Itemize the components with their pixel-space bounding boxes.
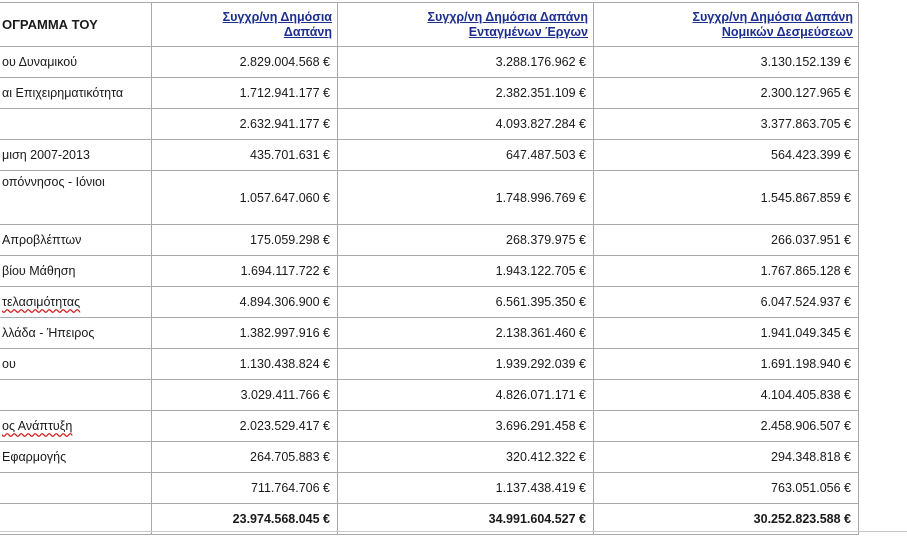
legal-commitments-value: 4.104.405.838 €: [594, 380, 859, 411]
program-name: [0, 287, 152, 318]
table-header-row: [0, 3, 859, 47]
program-name: αι Επιχειρηματικότητα: [0, 78, 152, 109]
integrated-projects-value: 1.137.438.419 €: [338, 473, 594, 504]
legal-commitments-value: 294.348.818 €: [594, 442, 859, 473]
public-spending-sort-link[interactable]: [223, 10, 332, 40]
integrated-projects-value: 1.748.996.769 €: [338, 171, 594, 225]
integrated-projects-value: 4.093.827.284 €: [338, 109, 594, 140]
public-spending-value: 2.632.941.177 €: [152, 109, 338, 140]
program-name: [0, 380, 152, 411]
table-row: [0, 225, 859, 256]
program-name: μιση 2007-2013: [0, 140, 152, 171]
program-name: λλάδα - Ήπειρος: [0, 318, 152, 349]
table-row: [0, 473, 859, 504]
public-spending-header-line2: Δαπάνη: [283, 24, 332, 39]
integrated-projects-value: 6.561.395.350 €: [338, 287, 594, 318]
divider: [0, 531, 907, 532]
public-spending-value: 1.694.117.722 €: [152, 256, 338, 287]
public-spending-header: [152, 3, 338, 47]
program-name: Απροβλέπτων: [0, 225, 152, 256]
program-column-header: ΟΓΡΑΜΜΑ ΤΟΥ: [0, 3, 152, 47]
integrated-projects-sort-link[interactable]: [427, 10, 588, 40]
table-row: [0, 318, 859, 349]
table-row: [0, 442, 859, 473]
table-row: [0, 171, 859, 225]
spending-table: [0, 2, 859, 535]
legal-commitments-value: 1.941.049.345 €: [594, 318, 859, 349]
integrated-projects-value: 3.288.176.962 €: [338, 47, 594, 78]
program-name-text: τελασιμότητας: [2, 295, 81, 309]
integrated-projects-header: [338, 3, 594, 47]
table-row: [0, 256, 859, 287]
legal-commitments-value: 1.545.867.859 €: [594, 171, 859, 225]
public-spending-value: 2.829.004.568 €: [152, 47, 338, 78]
legal-commitments-value: 564.423.399 €: [594, 140, 859, 171]
public-spending-value: 1.382.997.916 €: [152, 318, 338, 349]
legal-commitments-value: 3.377.863.705 €: [594, 109, 859, 140]
integrated-projects-value: 4.826.071.171 €: [338, 380, 594, 411]
table-row: [0, 47, 859, 78]
table-row: [0, 109, 859, 140]
legal-commitments-header: [594, 3, 859, 47]
table-row: [0, 349, 859, 380]
legal-commitments-value: 2.300.127.965 €: [594, 78, 859, 109]
legal-commitments-value: 763.051.056 €: [594, 473, 859, 504]
program-name: οπόννησος - Ιόνιοι: [0, 171, 152, 225]
program-name: Εφαρμογής: [0, 442, 152, 473]
integrated-projects-value: 1.943.122.705 €: [338, 256, 594, 287]
program-name: [0, 109, 152, 140]
table-row: [0, 287, 859, 318]
integrated-projects-value: 2.382.351.109 €: [338, 78, 594, 109]
public-spending-value: 1.130.438.824 €: [152, 349, 338, 380]
public-spending-value: 1.712.941.177 €: [152, 78, 338, 109]
legal-commitments-header-line2: Νομικών Δεσμεύσεων: [721, 24, 853, 39]
integrated-projects-value: 3.696.291.458 €: [338, 411, 594, 442]
integrated-projects-value: 647.487.503 €: [338, 140, 594, 171]
total-public-spending: 23.974.568.045 €: [152, 504, 338, 535]
legal-commitments-value: 2.458.906.507 €: [594, 411, 859, 442]
integrated-projects-value: 268.379.975 €: [338, 225, 594, 256]
public-spending-value: 264.705.883 €: [152, 442, 338, 473]
total-legal-commitments: 30.252.823.588 €: [594, 504, 859, 535]
public-spending-value: 435.701.631 €: [152, 140, 338, 171]
integrated-projects-value: 2.138.361.460 €: [338, 318, 594, 349]
legal-commitments-value: 1.691.198.940 €: [594, 349, 859, 380]
program-name: [0, 411, 152, 442]
program-name-text: ος Ανάπτυξη: [2, 419, 73, 433]
public-spending-header-line1: Συγχρ/νη Δημόσια: [222, 9, 332, 24]
legal-commitments-value: 1.767.865.128 €: [594, 256, 859, 287]
table-row: [0, 140, 859, 171]
total-integrated-projects: 34.991.604.527 €: [338, 504, 594, 535]
program-name: βίου Μάθηση: [0, 256, 152, 287]
legal-commitments-header-line1: Συγχρ/νη Δημόσια Δαπάνη: [692, 9, 853, 24]
public-spending-value: 3.029.411.766 €: [152, 380, 338, 411]
program-name: ου Δυναμικού: [0, 47, 152, 78]
legal-commitments-value: 6.047.524.937 €: [594, 287, 859, 318]
legal-commitments-sort-link[interactable]: [692, 10, 853, 40]
integrated-projects-header-line2: Ενταγμένων Έργων: [468, 24, 588, 39]
public-spending-value: 175.059.298 €: [152, 225, 338, 256]
public-spending-value: 1.057.647.060 €: [152, 171, 338, 225]
totals-label-cell: [0, 504, 152, 535]
program-name: ου: [0, 349, 152, 380]
program-name: [0, 473, 152, 504]
public-spending-value: 4.894.306.900 €: [152, 287, 338, 318]
table-row: [0, 380, 859, 411]
table-row: [0, 411, 859, 442]
integrated-projects-value: 1.939.292.039 €: [338, 349, 594, 380]
public-spending-value: 2.023.529.417 €: [152, 411, 338, 442]
totals-row: [0, 504, 859, 535]
integrated-projects-value: 320.412.322 €: [338, 442, 594, 473]
legal-commitments-value: 266.037.951 €: [594, 225, 859, 256]
public-spending-value: 711.764.706 €: [152, 473, 338, 504]
integrated-projects-header-line1: Συγχρ/νη Δημόσια Δαπάνη: [427, 9, 588, 24]
table-row: [0, 78, 859, 109]
legal-commitments-value: 3.130.152.139 €: [594, 47, 859, 78]
